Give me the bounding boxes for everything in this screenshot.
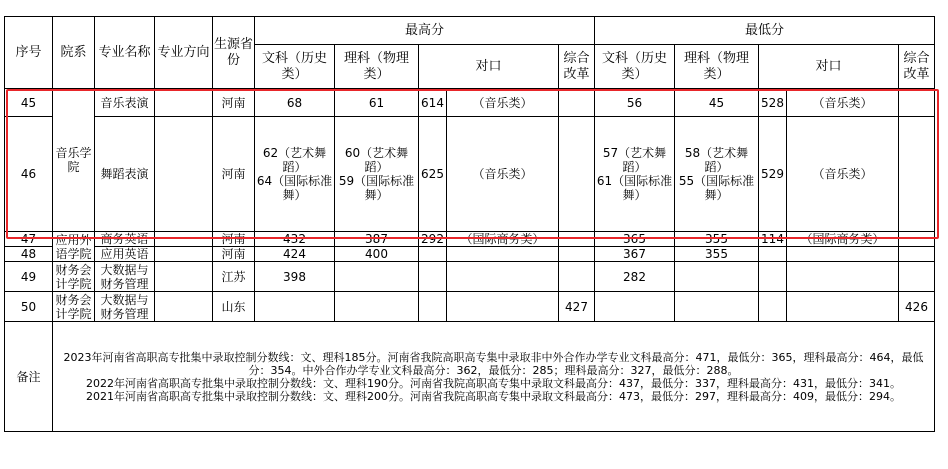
cell-seq: 48: [5, 247, 53, 262]
header-max-like: 理科（物理类）: [335, 45, 419, 89]
cell-college: 财务会计学院: [53, 292, 95, 322]
cell-min-like: 355: [675, 232, 759, 247]
cell-direction: [155, 247, 213, 262]
cell-max-duikou-type: （音乐类）: [447, 89, 559, 117]
cell-min-zonghe: [899, 89, 935, 117]
cell-max-duikou-type: [447, 247, 559, 262]
cell-min-like: [675, 292, 759, 322]
cell-min-wenke: 282: [595, 262, 675, 292]
header-college: 院系: [53, 17, 95, 89]
header-max-zonghe: 综合改革: [559, 45, 595, 89]
cell-major: 商务英语: [95, 232, 155, 247]
cell-province: 河南: [213, 89, 255, 117]
cell-min-zonghe: [899, 232, 935, 247]
remark-2021: 2021年河南省高职高专批集中录取控制分数线：文、理科200分。河南省我院高职高专集中录取文科最高分：473，最低分：297，理科最高分：409，最低分：294。: [86, 389, 901, 403]
header-max-duikou: 对口: [419, 45, 559, 89]
cell-min-duikou-type: [787, 292, 899, 322]
cell-max-wenke: 398: [255, 262, 335, 292]
cell-min-like: 45: [675, 89, 759, 117]
cell-province: 河南: [213, 232, 255, 247]
table-row: [5, 247, 935, 262]
cell-min-wenke: [595, 292, 675, 322]
cell-max-duikou-score: 625: [419, 117, 447, 232]
remark-2022: 2022年河南省高职高专批集中录取控制分数线：文、理科190分。河南省我院高职高专集中录取文科最高分：437，最低分：337，理科最高分：431，最低分：341。: [86, 376, 901, 390]
header-min-zonghe: 综合改革: [899, 45, 935, 89]
cell-max-like: [335, 292, 419, 322]
cell-direction: [155, 232, 213, 247]
remarks-content: [53, 322, 935, 432]
cell-min-duikou-score: [759, 247, 787, 262]
cell-min-wenke: 56: [595, 89, 675, 117]
header-max-wenke: 文科（历史类）: [255, 45, 335, 89]
cell-college: 应用外语学院: [53, 232, 95, 262]
cell-max-duikou-score: 292: [419, 232, 447, 247]
cell-max-like: [335, 262, 419, 292]
cell-province: 江苏: [213, 262, 255, 292]
cell-major: 应用英语: [95, 247, 155, 262]
cell-max-duikou-type: （音乐类）: [447, 117, 559, 232]
table-row: [5, 117, 935, 232]
cell-college: 财务会计学院: [53, 262, 95, 292]
cell-max-duikou-score: [419, 262, 447, 292]
cell-min-zonghe: [899, 117, 935, 232]
cell-max-like: 61: [335, 89, 419, 117]
cell-min-like: 58（艺术舞蹈） 55（国际标准舞）: [675, 117, 759, 232]
cell-max-duikou-score: [419, 247, 447, 262]
table-row: [5, 232, 935, 247]
cell-province: 山东: [213, 292, 255, 322]
cell-major: 大数据与财务管理: [95, 262, 155, 292]
cell-max-zonghe: [559, 232, 595, 247]
cell-max-wenke: [255, 292, 335, 322]
cell-direction: [155, 292, 213, 322]
table-row: [5, 262, 935, 292]
header-direction: 专业方向: [155, 17, 213, 89]
table-row: [5, 292, 935, 322]
table-row: [5, 89, 935, 117]
cell-max-duikou-type: [447, 262, 559, 292]
cell-province: 河南: [213, 117, 255, 232]
cell-min-wenke: 367: [595, 247, 675, 262]
cell-major: 音乐表演: [95, 89, 155, 117]
cell-max-wenke: 62（艺术舞蹈） 64（国际标准舞）: [255, 117, 335, 232]
cell-max-wenke: 432: [255, 232, 335, 247]
cell-seq: 46: [5, 117, 53, 232]
cell-seq: 50: [5, 292, 53, 322]
cell-max-zonghe: [559, 262, 595, 292]
cell-min-duikou-type: （音乐类）: [787, 117, 899, 232]
cell-max-like: 60（艺术舞蹈） 59（国际标准舞）: [335, 117, 419, 232]
header-min-duikou: 对口: [759, 45, 899, 89]
cell-min-wenke: 365: [595, 232, 675, 247]
cell-min-duikou-type: [787, 247, 899, 262]
cell-max-duikou-score: [419, 292, 447, 322]
header-min-wenke: 文科（历史类）: [595, 45, 675, 89]
cell-min-duikou-score: 114: [759, 232, 787, 247]
cell-min-zonghe: [899, 262, 935, 292]
cell-min-wenke: 57（艺术舞蹈） 61（国际标准舞）: [595, 117, 675, 232]
header-major: 专业名称: [95, 17, 155, 89]
cell-direction: [155, 262, 213, 292]
score-table: [4, 16, 935, 432]
cell-min-duikou-score: [759, 262, 787, 292]
cell-max-zonghe: 427: [559, 292, 595, 322]
cell-max-duikou-type: [447, 292, 559, 322]
cell-max-wenke: 424: [255, 247, 335, 262]
cell-min-zonghe: 426: [899, 292, 935, 322]
cell-min-duikou-type: （音乐类）: [787, 89, 899, 117]
remarks-row: [5, 322, 935, 432]
cell-direction: [155, 117, 213, 232]
cell-max-like: 387: [335, 232, 419, 247]
cell-min-like: [675, 262, 759, 292]
cell-seq: 45: [5, 89, 53, 117]
cell-max-zonghe: [559, 117, 595, 232]
header-min-group: 最低分: [595, 17, 935, 45]
cell-province: 河南: [213, 247, 255, 262]
cell-max-duikou-type: （国际商务类）: [447, 232, 559, 247]
cell-college: 音乐学院: [53, 89, 95, 232]
cell-min-duikou-type: （国际商务类）: [787, 232, 899, 247]
cell-max-zonghe: [559, 247, 595, 262]
cell-seq: 49: [5, 262, 53, 292]
cell-min-duikou-score: 529: [759, 117, 787, 232]
header-min-like: 理科（物理类）: [675, 45, 759, 89]
cell-direction: [155, 89, 213, 117]
cell-min-duikou-type: [787, 262, 899, 292]
header-province: 生源省份: [213, 17, 255, 89]
cell-max-like: 400: [335, 247, 419, 262]
cell-min-zonghe: [899, 247, 935, 262]
remark-2023: 2023年河南省高职高专批集中录取控制分数线：文、理科185分。河南省我院高职高专集中录取非中外合作办学专业文科最高分：471，最低分：365，理科最高分：464，最低分：354。中外合作办学专业文科最高分：362，最低分：285；理科最高分：327，最低分：288。: [63, 350, 924, 377]
cell-major: 舞蹈表演: [95, 117, 155, 232]
cell-min-like: 355: [675, 247, 759, 262]
cell-max-zonghe: [559, 89, 595, 117]
cell-seq: 47: [5, 232, 53, 247]
header-seq: 序号: [5, 17, 53, 89]
header-max-group: 最高分: [255, 17, 595, 45]
cell-min-duikou-score: 528: [759, 89, 787, 117]
cell-min-duikou-score: [759, 292, 787, 322]
cell-major: 大数据与财务管理: [95, 292, 155, 322]
remarks-label: 备注: [5, 322, 53, 432]
cell-max-wenke: 68: [255, 89, 335, 117]
cell-max-duikou-score: 614: [419, 89, 447, 117]
